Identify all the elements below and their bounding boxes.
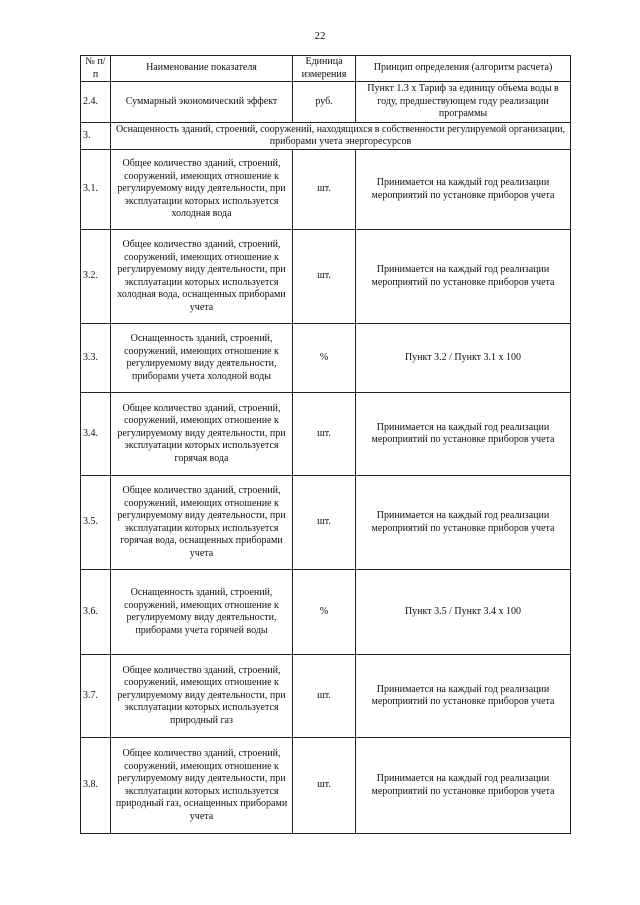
row-name: Общее количество зданий, строений, сооружений, имеющих отношение к регулируемому виду деятельности, при эксплуатации которых используется горячая вода, оснащенных приборами учета bbox=[111, 476, 293, 570]
row-num: 3.1. bbox=[81, 150, 111, 230]
row-unit: шт. bbox=[293, 476, 356, 570]
table-row bbox=[81, 738, 571, 834]
row-rule: Пункт 3.5 / Пункт 3.4 х 100 bbox=[356, 570, 571, 655]
row-rule: Принимается на каждый год реализации мероприятий по установке приборов учета bbox=[356, 476, 571, 570]
row-num: 3.7. bbox=[81, 655, 111, 738]
row-unit: шт. bbox=[293, 150, 356, 230]
row-name: Общее количество зданий, строений, сооружений, имеющих отношение к регулируемому виду деятельности, при эксплуатации которых используется горячая вода bbox=[111, 393, 293, 476]
row-rule: Принимается на каждый год реализации мероприятий по установке приборов учета bbox=[356, 150, 571, 230]
row-num: 3.6. bbox=[81, 570, 111, 655]
row-num: 3.8. bbox=[81, 738, 111, 834]
row-unit: шт. bbox=[293, 230, 356, 324]
row-unit: % bbox=[293, 324, 356, 393]
page-number: 22 bbox=[314, 30, 326, 42]
row-rule: Принимается на каждый год реализации мероприятий по установке приборов учета bbox=[356, 655, 571, 738]
row-name: Суммарный экономический эффект bbox=[111, 82, 293, 123]
row-num: 3.3. bbox=[81, 324, 111, 393]
table-row bbox=[81, 230, 571, 324]
row-unit: % bbox=[293, 570, 356, 655]
row-unit: шт. bbox=[293, 393, 356, 476]
table-row bbox=[81, 82, 571, 123]
row-num: 3.5. bbox=[81, 476, 111, 570]
row-num: 3.2. bbox=[81, 230, 111, 324]
row-name: Общее количество зданий, строений, сооружений, имеющих отношение к регулируемому виду деятельности, при эксплуатации которых используется холодная вода bbox=[111, 150, 293, 230]
header-name: Наименование показателя bbox=[111, 56, 293, 82]
row-name: Общее количество зданий, строений, сооружений, имеющих отношение к регулируемому виду деятельности, при эксплуатации которых используется природный газ, оснащенных приборами учета bbox=[111, 738, 293, 834]
row-num: 3.4. bbox=[81, 393, 111, 476]
table-row bbox=[81, 324, 571, 393]
table-row bbox=[81, 150, 571, 230]
row-rule: Пункт 3.2 / Пункт 3.1 х 100 bbox=[356, 324, 571, 393]
indicators-table bbox=[80, 55, 571, 834]
row-unit: руб. bbox=[293, 82, 356, 123]
row-num: 3. bbox=[81, 123, 111, 150]
section-row bbox=[81, 123, 571, 150]
row-rule: Принимается на каждый год реализации мероприятий по установке приборов учета bbox=[356, 230, 571, 324]
table-row bbox=[81, 570, 571, 655]
table-row bbox=[81, 476, 571, 570]
row-rule: Принимается на каждый год реализации мероприятий по установке приборов учета bbox=[356, 738, 571, 834]
header-num: № п/п bbox=[81, 56, 111, 82]
row-name: Общее количество зданий, строений, сооружений, имеющих отношение к регулируемому виду деятельности, при эксплуатации которых используется природный газ bbox=[111, 655, 293, 738]
header-unit: Единица измерения bbox=[293, 56, 356, 82]
table-row bbox=[81, 655, 571, 738]
header-rule: Принцип определения (алгоритм расчета) bbox=[356, 56, 571, 82]
row-rule: Пункт 1.3 х Тариф за единицу объема воды в году, предшествующем году реализации программы bbox=[356, 82, 571, 123]
row-name: Общее количество зданий, строений, сооружений, имеющих отношение к регулируемому виду деятельности, при эксплуатации которых используется холодная вода, оснащенных приборами учета bbox=[111, 230, 293, 324]
row-name: Оснащенность зданий, строений, сооружений, имеющих отношение к регулируемому виду деятельности, приборами учета холодной воды bbox=[111, 324, 293, 393]
section-title: Оснащенность зданий, строений, сооружений, находящихся в собственности регулируемой организации, приборами учета энергоресурсов bbox=[111, 123, 571, 150]
row-num: 2.4. bbox=[81, 82, 111, 123]
row-unit: шт. bbox=[293, 655, 356, 738]
table-header-row bbox=[81, 56, 571, 82]
row-unit: шт. bbox=[293, 738, 356, 834]
row-name: Оснащенность зданий, строений, сооружений, имеющих отношение к регулируемому виду деятельности, приборами учета горячей воды bbox=[111, 570, 293, 655]
table-row bbox=[81, 393, 571, 476]
row-rule: Принимается на каждый год реализации мероприятий по установке приборов учета bbox=[356, 393, 571, 476]
